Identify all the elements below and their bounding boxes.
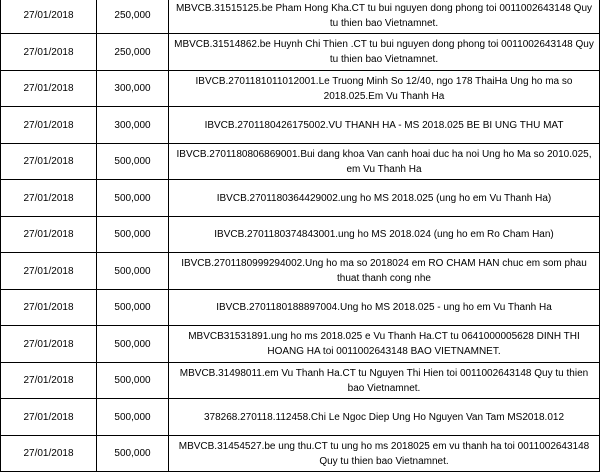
table-row: [1, 436, 600, 472]
amount-cell: 500,000: [97, 253, 169, 290]
amount-cell: 500,000: [97, 180, 169, 217]
amount-cell: 250,000: [97, 34, 169, 71]
amount-cell: 500,000: [97, 290, 169, 326]
amount-cell: 300,000: [97, 107, 169, 144]
date-cell: 27/01/2018: [1, 180, 97, 217]
description-cell: MBVCB.31514862.be Huynh Chi Thien .CT tu bui nguyen dong phong toi 0011002643148 Quy tu thien bao Vietnamnet.: [169, 34, 600, 71]
table-row: [1, 399, 600, 436]
description-cell: IBVCB.2701180426175002.VU THANH HA - MS 2018.025 BE BI UNG THU MAT: [169, 107, 600, 144]
date-cell: 27/01/2018: [1, 144, 97, 180]
date-cell: 27/01/2018: [1, 217, 97, 253]
description-cell: IBVCB.2701181011012001.Le Truong Minh So 12/40, ngo 178 ThaiHa Ung ho ma so 2018.025.Em Vu Thanh Ha: [169, 71, 600, 107]
description-cell: IBVCB.2701180999294002.Ung ho ma so 2018024 em RO CHAM HAN chuc em som phau thuat thanh cong nhe: [169, 253, 600, 290]
table-row: [1, 290, 600, 326]
date-cell: 27/01/2018: [1, 290, 97, 326]
description-cell: 378268.270118.112458.Chi Le Ngoc Diep Ung Ho Nguyen Van Tam MS2018.012: [169, 399, 600, 436]
table-row: [1, 180, 600, 217]
table-row: [1, 144, 600, 180]
amount-cell: 500,000: [97, 436, 169, 472]
table-row: [1, 326, 600, 363]
date-cell: 27/01/2018: [1, 71, 97, 107]
amount-cell: 500,000: [97, 326, 169, 363]
table-row: [1, 253, 600, 290]
date-cell: 27/01/2018: [1, 436, 97, 472]
date-cell: 27/01/2018: [1, 107, 97, 144]
description-cell: IBVCB.2701180806869001.Bui dang khoa Van canh hoai duc ha noi Ung ho Ma so 2010.025, em Vu Thanh Ha: [169, 144, 600, 180]
amount-cell: 500,000: [97, 399, 169, 436]
description-cell: MBVCB.31498011.em Vu Thanh Ha.CT tu Nguyen Thi Hien toi 0011002643148 Quy tu thien bao Vietnamnet.: [169, 363, 600, 399]
date-cell: 27/01/2018: [1, 326, 97, 363]
description-cell: IBVCB.2701180188897004.Ung ho MS 2018.025 - ung ho em Vu Thanh Ha: [169, 290, 600, 326]
amount-cell: 250,000: [97, 0, 169, 34]
description-cell: MBVCB31531891.ung ho ms 2018.025 e Vu Thanh Ha.CT tu 0641000005628 DINH THI HOANG HA toi 0011002643148 BAO VIETNAMNET.: [169, 326, 600, 363]
amount-cell: 500,000: [97, 217, 169, 253]
date-cell: 27/01/2018: [1, 0, 97, 34]
date-cell: 27/01/2018: [1, 34, 97, 71]
date-cell: 27/01/2018: [1, 363, 97, 399]
table-row: [1, 34, 600, 71]
description-cell: MBVCB.31454527.be ung thu.CT tu ung ho ms 2018025 em vu thanh ha toi 0011002643148 Quy tu thien bao Vietnamnet.: [169, 436, 600, 472]
description-cell: MBVCB.31515125.be Pham Hong Kha.CT tu bui nguyen dong phong toi 0011002643148 Quy tu thien bao Vietnamnet.: [169, 0, 600, 34]
table-row: [1, 217, 600, 253]
description-cell: IBVCB.2701180364429002.ung ho MS 2018.025 (ung ho em Vu Thanh Ha): [169, 180, 600, 217]
table-row: [1, 363, 600, 399]
table-row: [1, 71, 600, 107]
amount-cell: 500,000: [97, 363, 169, 399]
date-cell: 27/01/2018: [1, 253, 97, 290]
amount-cell: 300,000: [97, 71, 169, 107]
date-cell: 27/01/2018: [1, 399, 97, 436]
amount-cell: 500,000: [97, 144, 169, 180]
description-cell: IBVCB.2701180374843001.ung ho MS 2018.024 (ung ho em Ro Cham Han): [169, 217, 600, 253]
table-row: [1, 107, 600, 144]
table-row: [1, 0, 600, 34]
